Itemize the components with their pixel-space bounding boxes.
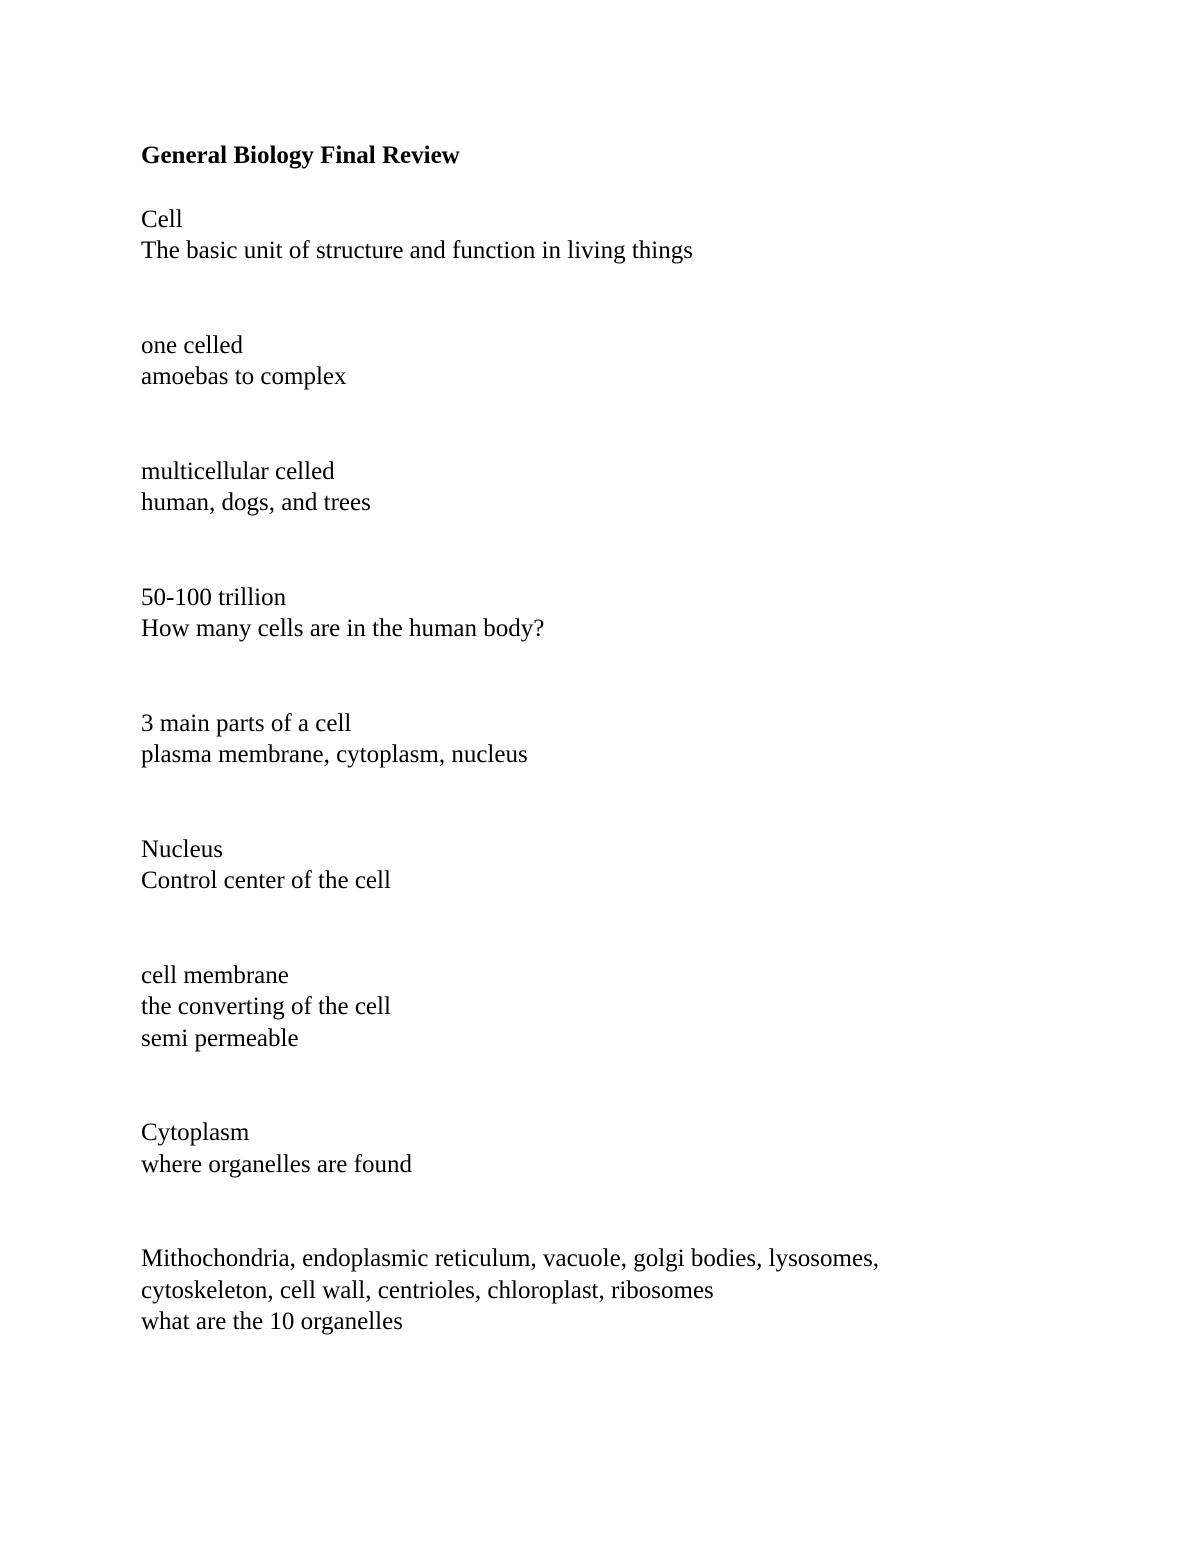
spacer xyxy=(141,393,1101,456)
card-term: 50-100 trillion xyxy=(141,583,287,611)
card-definition: where organelles are found xyxy=(141,1150,412,1178)
card-definition: amoebas to complex xyxy=(141,363,347,390)
spacer xyxy=(141,519,1101,582)
document-title: General Biology Final Review xyxy=(141,142,460,169)
flashcard-one-celled xyxy=(141,330,1101,393)
spacer xyxy=(141,172,1101,204)
card-definition: The basic unit of structure and function in living things xyxy=(141,237,693,264)
flashcard-main-parts xyxy=(141,708,1101,771)
card-definition: the converting of the cell xyxy=(141,993,391,1020)
spacer xyxy=(141,771,1101,834)
spacer xyxy=(141,645,1101,708)
flashcard-nucleus xyxy=(141,834,1101,897)
spacer xyxy=(141,1180,1101,1243)
flashcard-multicellular xyxy=(141,456,1101,519)
card-term: cell membrane xyxy=(141,961,289,989)
card-term: cytoskeleton, cell wall, centrioles, chloroplast, ribosomes xyxy=(141,1276,714,1304)
spacer xyxy=(141,897,1101,960)
spacer xyxy=(141,1054,1101,1117)
card-definition: what are the 10 organelles xyxy=(141,1308,403,1335)
flashcard-cell-membrane xyxy=(141,960,1101,1055)
card-definition: plasma membrane, cytoplasm, nucleus xyxy=(141,741,528,768)
document-body xyxy=(141,140,1101,1338)
card-definition: human, dogs, and trees xyxy=(141,489,371,516)
flashcard-cell-count xyxy=(141,582,1101,645)
flashcard-organelles xyxy=(141,1243,1101,1338)
card-term: one celled xyxy=(141,331,244,359)
card-definition: Control center of the cell xyxy=(141,867,391,894)
card-term: Mithochondria, endoplasmic reticulum, vacuole, golgi bodies, lysosomes, xyxy=(141,1245,880,1272)
card-definition: How many cells are in the human body? xyxy=(141,615,545,642)
card-term: multicellular celled xyxy=(141,457,335,485)
card-definition: semi permeable xyxy=(141,1024,299,1052)
card-term: Cell xyxy=(141,205,183,233)
card-term: Cytoplasm xyxy=(141,1119,250,1146)
flashcard-cytoplasm xyxy=(141,1117,1101,1180)
flashcard-cell xyxy=(141,204,1101,267)
card-term: Nucleus xyxy=(141,835,223,863)
spacer xyxy=(141,267,1101,330)
card-term: 3 main parts of a cell xyxy=(141,709,352,737)
